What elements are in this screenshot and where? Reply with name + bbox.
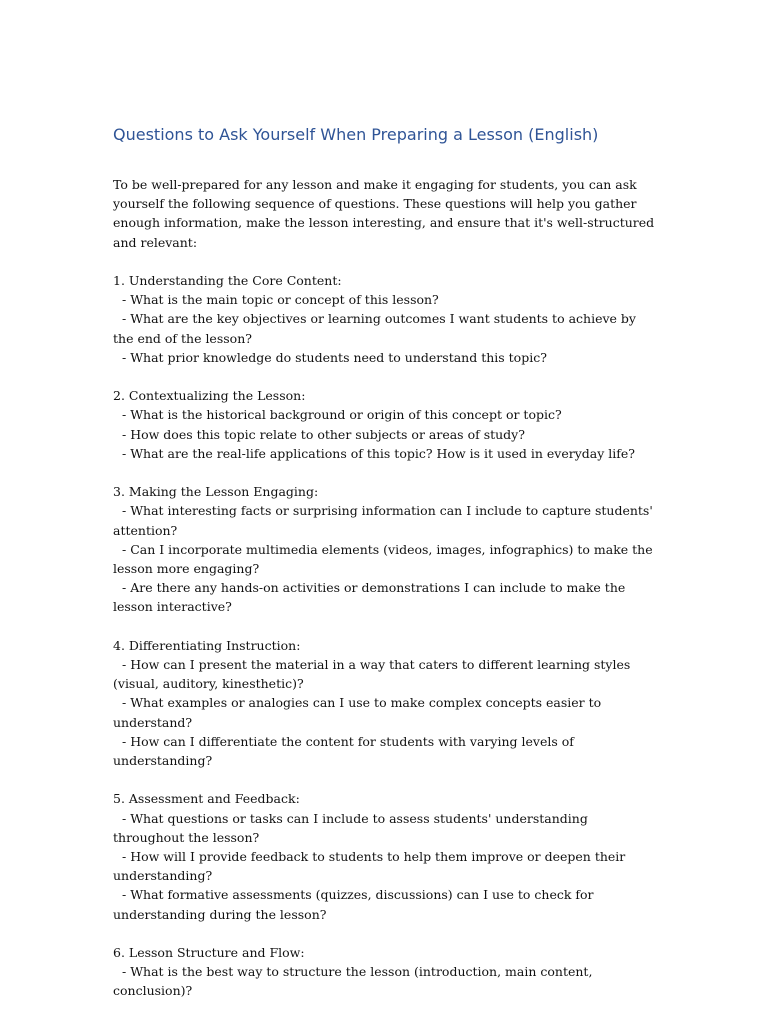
- question-item: - What is the historical background or origin of this concept or topic?: [122, 407, 562, 423]
- document-body: [113, 124, 658, 1020]
- question-item: - What formative assessments (quizzes, discussions) can I use to check for understanding during the lesson?: [113, 887, 594, 922]
- question-item: - What examples or analogies can I use to make complex concepts easier to understand?: [113, 695, 602, 730]
- section-heading: 4. Differentiating Instruction:: [113, 637, 301, 653]
- section-contextualizing: [113, 386, 658, 463]
- section-engaging: [113, 482, 658, 616]
- section-heading: 2. Contextualizing the Lesson:: [113, 388, 306, 404]
- section-heading: 3. Making the Lesson Engaging:: [113, 484, 319, 500]
- intro-paragraph: To be well-prepared for any lesson and make it engaging for students, you can ask yourself the following sequence of questions. These questions will help you gather enough information, make the lesson interesting, and ensure that it's well-structured and relevant:: [113, 177, 655, 250]
- section-core-content: [113, 271, 658, 367]
- question-item: - What is the best way to structure the lesson (introduction, main content, conclusion)?: [113, 964, 593, 999]
- section-differentiating: [113, 636, 658, 770]
- section-heading: 1. Understanding the Core Content:: [113, 273, 342, 288]
- question-item: - How does this topic relate to other subjects or areas of study?: [122, 426, 525, 442]
- question-item: - How can I differentiate the content for students with varying levels of understanding?: [113, 733, 574, 769]
- document-title: Questions to Ask Yourself When Preparing a Lesson (English): [113, 125, 599, 144]
- section-heading: 6. Lesson Structure and Flow:: [113, 945, 305, 961]
- question-item: - What questions or tasks can I include to assess students' understanding throughout the lesson?: [113, 810, 588, 845]
- question-item: - Can I incorporate multimedia elements (videos, images, infographics) to make the lesson more engaging?: [113, 541, 653, 577]
- section-heading: 5. Assessment and Feedback:: [113, 791, 300, 807]
- question-item: - What is the main topic or concept of this lesson?: [122, 292, 439, 308]
- question-item: - How can I present the material in a way that caters to different learning styles (visual, auditory, kinesthetic)?: [113, 657, 631, 692]
- section-structure: [113, 943, 658, 1001]
- question-item: - How will I provide feedback to students to help them improve or deepen their understanding?: [113, 849, 626, 884]
- question-item: - What prior knowledge do students need to understand this topic?: [122, 349, 547, 365]
- section-assessment: [113, 789, 658, 923]
- question-item: - What are the key objectives or learning outcomes I want students to achieve by the end of the lesson?: [113, 311, 636, 346]
- question-item: - Are there any hands-on activities or demonstrations I can include to make the lesson interactive?: [113, 580, 626, 615]
- question-item: - What are the real-life applications of this topic? How is it used in everyday life?: [122, 445, 635, 461]
- question-item: - What interesting facts or surprising information can I include to capture students' attention?: [113, 503, 653, 538]
